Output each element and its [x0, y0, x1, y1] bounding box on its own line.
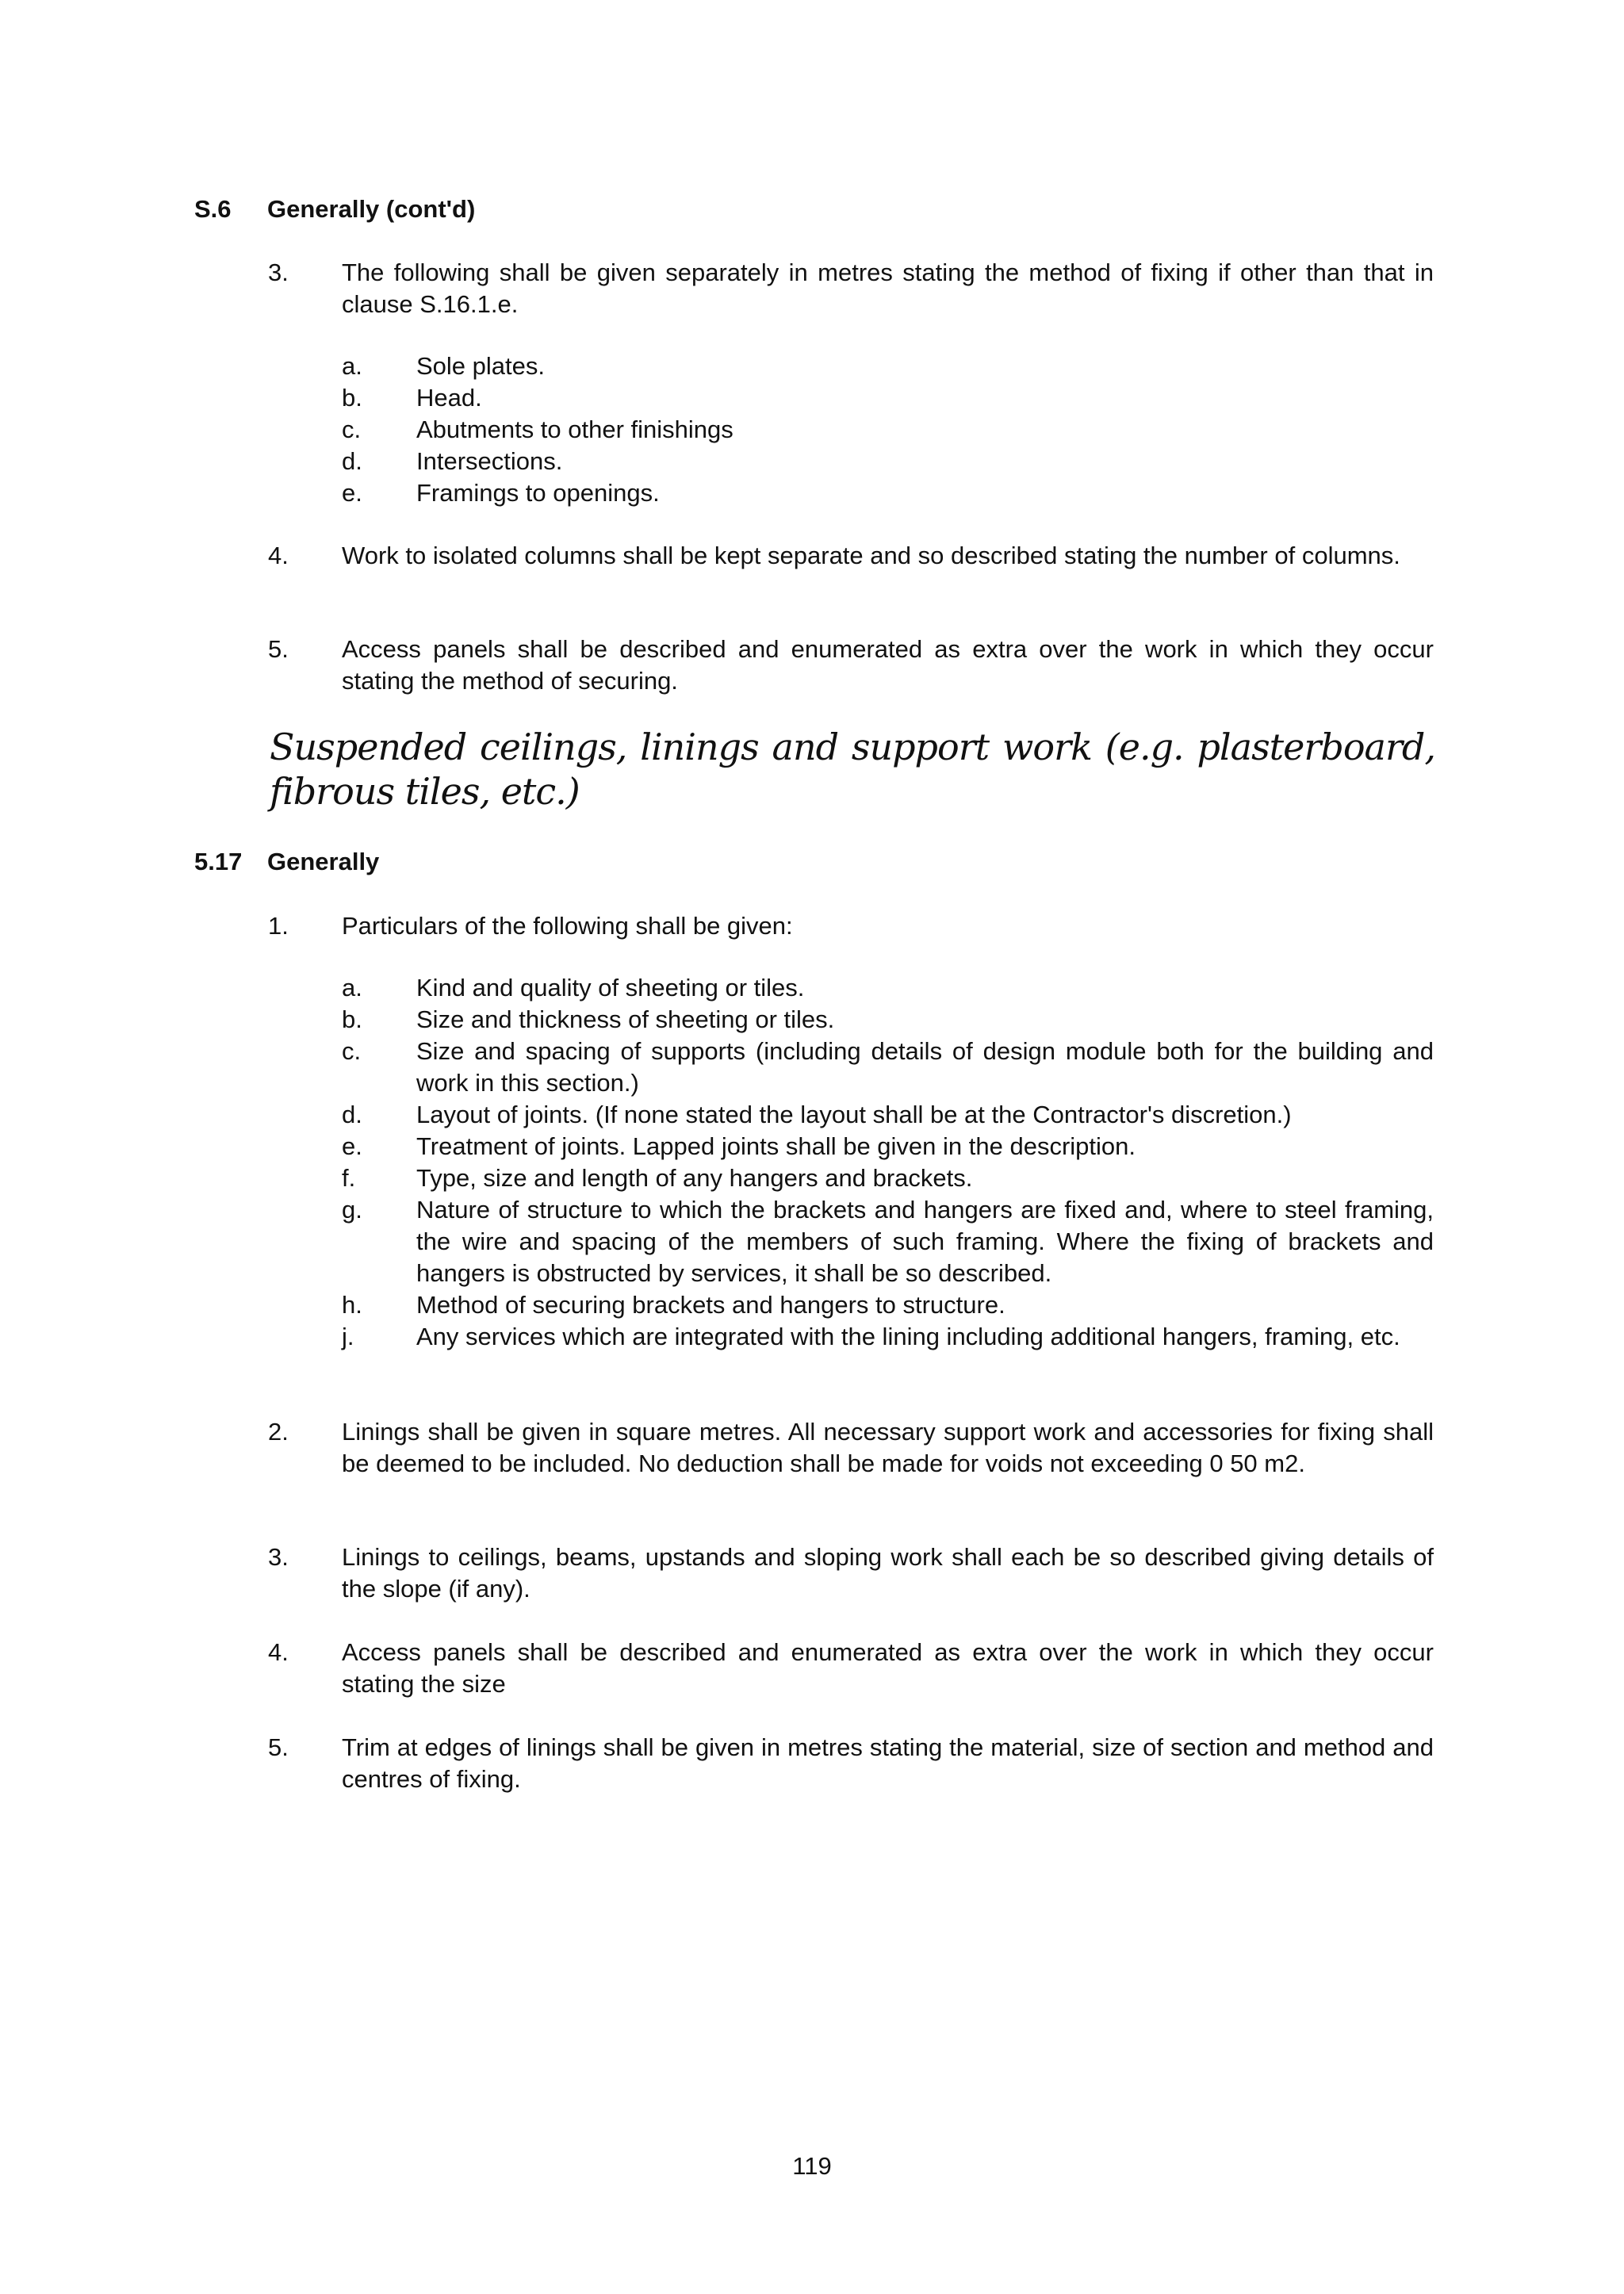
- subject-heading: Suspended ceilings, linings and support work (e.g. plasterboard, fibrous tiles, etc.): [270, 726, 1435, 813]
- sub-item: [342, 477, 1434, 509]
- clause-text: Trim at edges of linings shall be given in metres stating the material, size of section and method and centres of fixing.: [342, 1733, 1434, 1793]
- section-number: 5.17: [194, 848, 243, 875]
- sub-item: [342, 1099, 1434, 1131]
- clause-text: Access panels shall be described and enumerated as extra over the work in which they occur stating the size: [342, 1638, 1434, 1698]
- clause-number: 2.: [268, 1418, 289, 1446]
- clause-item: [268, 1416, 1434, 1480]
- clause-item: [268, 1732, 1434, 1795]
- sub-item-text: Type, size and length of any hangers and brackets.: [416, 1164, 973, 1192]
- clause-number: 3.: [268, 259, 289, 286]
- sub-item-letter: f.: [342, 1164, 356, 1192]
- clause-text: Linings to ceilings, beams, upstands and sloping work shall each be so described giving details of the slope (if any).: [342, 1543, 1434, 1603]
- clause-text: Access panels shall be described and enumerated as extra over the work in which they occur stating the method of securing.: [342, 635, 1434, 695]
- clause-item: [268, 257, 1434, 320]
- sub-item: [342, 1289, 1434, 1321]
- sub-item-text: Intersections.: [416, 447, 563, 475]
- sub-item-letter: h.: [342, 1291, 362, 1319]
- sub-item-text: Any services which are integrated with the lining including additional hangers, framing, etc.: [416, 1323, 1400, 1350]
- clause-number: 5.: [268, 635, 289, 663]
- sub-item-letter: d.: [342, 1101, 362, 1128]
- sub-item-letter: e.: [342, 479, 362, 507]
- section-title: Generally: [267, 848, 380, 875]
- sub-item: [342, 1036, 1434, 1099]
- clause-item: [268, 910, 1434, 942]
- sub-item-text: Size and thickness of sheeting or tiles.: [416, 1005, 835, 1033]
- section-heading-s6: [194, 194, 475, 224]
- section-number: S.6: [194, 195, 232, 223]
- clause-item: [268, 540, 1434, 572]
- section-title: Generally (cont'd): [267, 195, 476, 223]
- sub-item: [342, 1004, 1434, 1036]
- page-number: 119: [792, 2152, 832, 2180]
- sub-item: [342, 1321, 1434, 1353]
- sub-item-letter: a.: [342, 352, 362, 380]
- sub-item-text: Layout of joints. (If none stated the layout shall be at the Contractor's discretion.): [416, 1101, 1292, 1128]
- clause-text: Particulars of the following shall be given:: [342, 912, 793, 940]
- sub-item: [342, 382, 1434, 414]
- sub-item-text: Abutments to other finishings: [416, 416, 733, 443]
- sub-item: [342, 1194, 1434, 1289]
- sub-item-text: Method of securing brackets and hangers to structure.: [416, 1291, 1005, 1319]
- sub-item-text: Nature of structure to which the brackets and hangers are fixed and, where to steel framing, the wire and spacing of the members of such framing. Where the fixing of brackets and hangers is obstructed by services, it shall be so described.: [416, 1196, 1434, 1287]
- sub-item-letter: g.: [342, 1196, 362, 1224]
- sub-item-text: Head.: [416, 384, 482, 412]
- clause-item: [268, 1541, 1434, 1605]
- sub-item-letter: b.: [342, 384, 362, 412]
- sub-item: [342, 1131, 1434, 1162]
- sub-item-text: Treatment of joints. Lapped joints shall be given in the description.: [416, 1132, 1136, 1160]
- clause-item: [268, 1637, 1434, 1700]
- sub-item-letter: e.: [342, 1132, 362, 1160]
- sub-item-letter: c.: [342, 1037, 362, 1065]
- sub-item: [342, 446, 1434, 477]
- sub-item-letter: c.: [342, 416, 362, 443]
- sub-item-letter: j.: [342, 1323, 354, 1350]
- sub-item: [342, 350, 1434, 382]
- clause-item: [268, 634, 1434, 697]
- sub-item-letter: d.: [342, 447, 362, 475]
- sub-item-text: Sole plates.: [416, 352, 545, 380]
- sub-item-text: Framings to openings.: [416, 479, 660, 507]
- section-heading-517: [194, 847, 379, 877]
- sub-item: [342, 972, 1434, 1004]
- clause-number: 5.: [268, 1733, 289, 1761]
- clause-text: Linings shall be given in square metres. All necessary support work and accessories for fixing shall be deemed to be included. No deduction shall be made for voids not exceeding 0 50 m2.: [342, 1418, 1434, 1477]
- clause-number: 3.: [268, 1543, 289, 1571]
- clause-text: Work to isolated columns shall be kept separate and so described stating the number of columns.: [342, 542, 1400, 569]
- sub-item-letter: b.: [342, 1005, 362, 1033]
- clause-number: 4.: [268, 1638, 289, 1666]
- clause-number: 4.: [268, 542, 289, 569]
- sub-item-letter: a.: [342, 974, 362, 1001]
- sub-item: [342, 414, 1434, 446]
- clause-number: 1.: [268, 912, 289, 940]
- sub-item-text: Size and spacing of supports (including details of design module both for the building and work in this section.): [416, 1037, 1434, 1097]
- sub-item-text: Kind and quality of sheeting or tiles.: [416, 974, 805, 1001]
- clause-text: The following shall be given separately in metres stating the method of fixing if other than that in clause S.16.1.e.: [342, 259, 1434, 318]
- sub-item: [342, 1162, 1434, 1194]
